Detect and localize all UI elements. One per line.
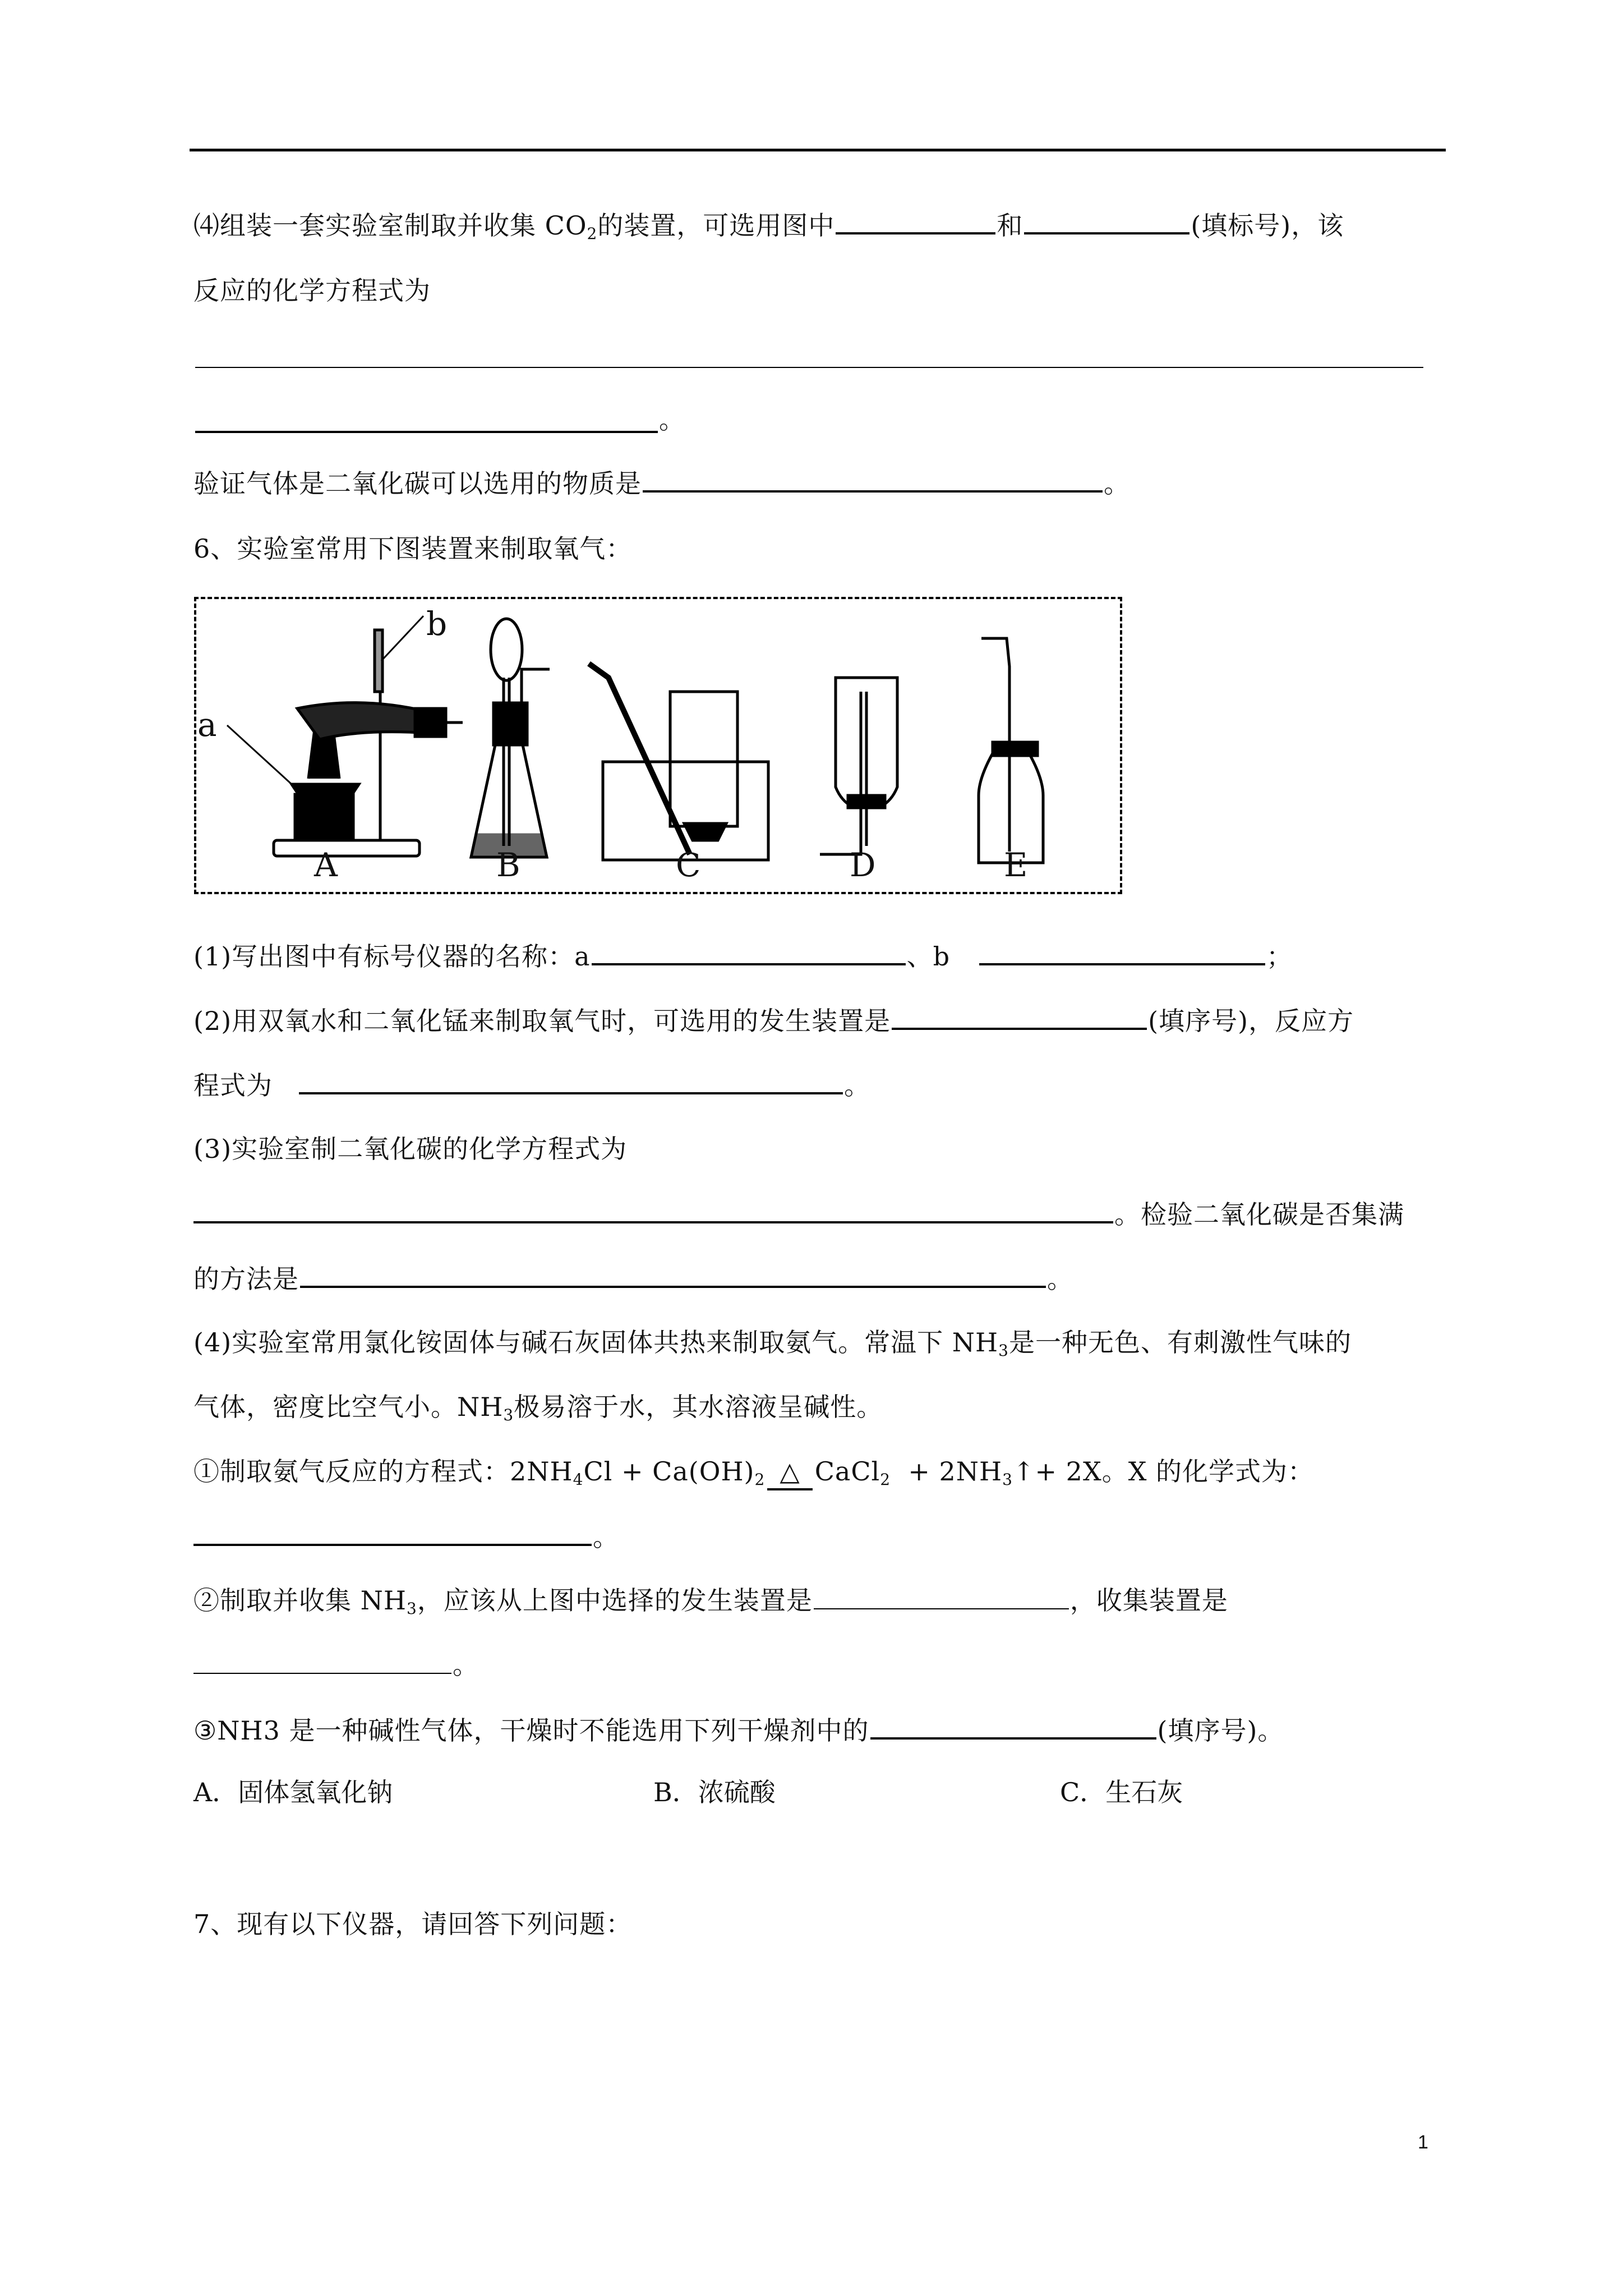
heat-triangle: △ bbox=[767, 1455, 812, 1490]
period: 。 bbox=[844, 1070, 870, 1101]
label-b: B bbox=[496, 846, 520, 884]
answer-blank[interactable] bbox=[1024, 208, 1189, 234]
answer-blank[interactable] bbox=[836, 208, 995, 234]
flame bbox=[308, 734, 339, 779]
q6-sub1-equation bbox=[193, 1455, 1314, 1490]
text: 验证气体是二氧化碳可以选用的物质是 bbox=[193, 468, 642, 499]
period: 。 bbox=[659, 404, 685, 435]
label-a: A bbox=[314, 846, 338, 884]
clamp-rod bbox=[375, 630, 382, 692]
option-b[interactable]: B．浓硫酸 bbox=[653, 1777, 776, 1807]
period: 。 bbox=[593, 1522, 619, 1552]
stand-base bbox=[274, 840, 419, 856]
apparatus-d bbox=[820, 678, 897, 854]
q6-part3-line1: (3)实验室制二氧化碳的化学方程式为 bbox=[193, 1134, 628, 1164]
answer-blank[interactable] bbox=[643, 466, 1103, 493]
text: CaCl bbox=[814, 1456, 880, 1487]
text: 和 bbox=[997, 210, 1023, 241]
answer-blank-a[interactable] bbox=[592, 938, 906, 965]
text: ⑷组装一套实验室制取并收集 CO bbox=[193, 210, 587, 241]
apparatus-e bbox=[979, 638, 1043, 863]
text: (填标号)，该 bbox=[1191, 210, 1344, 241]
text: (填序号)，反应方 bbox=[1148, 1006, 1354, 1036]
apparatus-figure bbox=[194, 597, 1122, 894]
pointer-a-label: a bbox=[197, 706, 217, 744]
text: ↑+ 2X。X 的化学式为： bbox=[1012, 1456, 1315, 1487]
period: 。 bbox=[1047, 1264, 1073, 1294]
text: ①制取氨气反应的方程式：2NH bbox=[193, 1456, 573, 1487]
q6-part1 bbox=[193, 938, 1293, 973]
label-d: D bbox=[850, 846, 876, 884]
header-rule bbox=[190, 149, 1446, 151]
text: (填序号)。 bbox=[1157, 1715, 1284, 1746]
page-number: 1 bbox=[1418, 2132, 1428, 2153]
subscript: 2 bbox=[754, 1470, 766, 1489]
text: + 2NH bbox=[891, 1456, 1003, 1487]
q5-part4-line2: 反应的化学方程式为 bbox=[193, 275, 431, 306]
stopper bbox=[415, 708, 446, 737]
pointer-b-label: b bbox=[426, 605, 448, 643]
pointer-b-line bbox=[381, 616, 423, 661]
text: ，应该从上图中选择的发生装置是 bbox=[417, 1585, 813, 1616]
q6-part2-line2 bbox=[193, 1068, 870, 1102]
q6-sub3 bbox=[193, 1713, 1284, 1747]
text: 是一种无色、有刺激性气味的 bbox=[1008, 1327, 1352, 1358]
q6-part4-line2 bbox=[193, 1390, 883, 1424]
text: 的装置，可选用图中 bbox=[597, 210, 835, 241]
q6-part4-line1 bbox=[193, 1326, 1352, 1359]
text: 极易溶于水，其水溶液呈碱性。 bbox=[514, 1392, 883, 1422]
text: ，收集装置是 bbox=[1069, 1585, 1228, 1616]
subscript: 4 bbox=[573, 1470, 584, 1489]
pointer-a-line bbox=[227, 725, 292, 784]
answer-blank[interactable] bbox=[193, 1197, 1113, 1223]
option-c[interactable]: C．生石灰 bbox=[1060, 1777, 1183, 1807]
q6-part2-line1 bbox=[193, 1003, 1354, 1038]
apparatus-c bbox=[589, 664, 768, 860]
q5-part4-line1 bbox=[193, 208, 1344, 242]
subscript: 2 bbox=[880, 1470, 891, 1489]
shelf bbox=[684, 823, 726, 840]
text: ； bbox=[1266, 941, 1293, 972]
subscript: 2 bbox=[587, 224, 598, 243]
text: Cl + Ca(OH) bbox=[583, 1456, 755, 1487]
apparatus-a bbox=[227, 616, 463, 856]
period: 。 bbox=[453, 1650, 479, 1680]
subscript: 3 bbox=[1002, 1470, 1013, 1489]
answer-line[interactable] bbox=[195, 367, 1423, 368]
text: ②制取并收集 NH bbox=[193, 1585, 407, 1616]
q6-title: 6、实验室常用下图装置来制取氧气： bbox=[193, 533, 633, 564]
text: (2)用双氧水和二氧化锰来制取氧气时，可选用的发生装置是 bbox=[193, 1006, 891, 1036]
q6-sub2-line1 bbox=[193, 1584, 1228, 1617]
q5-verify-line bbox=[193, 466, 1130, 500]
apparatus-b bbox=[471, 619, 550, 857]
text: 程式为 bbox=[193, 1070, 273, 1101]
q6-sub2-line2 bbox=[193, 1648, 479, 1682]
text: ③NH3 是一种碱性气体，干燥时不能选用下列干燥剂中的 bbox=[193, 1715, 869, 1746]
answer-blank[interactable] bbox=[870, 1713, 1156, 1740]
answer-blank[interactable] bbox=[892, 1003, 1147, 1030]
q6-sub1-answer bbox=[193, 1519, 619, 1554]
label-c: C bbox=[676, 846, 701, 884]
q6-part3-line2 bbox=[193, 1197, 1404, 1231]
answer-blank[interactable] bbox=[814, 1584, 1069, 1609]
label-e: E bbox=[1004, 846, 1028, 884]
subscript: 3 bbox=[998, 1341, 1009, 1360]
text: 。检验二氧化碳是否集满 bbox=[1114, 1199, 1404, 1230]
lamp-top bbox=[292, 784, 359, 801]
option-a[interactable]: A．固体氢氧化钠 bbox=[193, 1777, 393, 1807]
funnel bbox=[491, 619, 522, 680]
answer-blank[interactable] bbox=[193, 1519, 592, 1546]
subscript: 3 bbox=[407, 1599, 417, 1618]
text: 、b bbox=[906, 941, 951, 972]
answer-blank[interactable] bbox=[300, 1261, 1046, 1288]
subscript: 3 bbox=[503, 1406, 514, 1424]
q7-title: 7、现有以下仪器，请回答下列问题： bbox=[193, 1909, 633, 1939]
q6-part3-line3 bbox=[193, 1261, 1073, 1296]
gas-bottle bbox=[670, 692, 737, 826]
text: (1)写出图中有标号仪器的名称：a bbox=[193, 941, 591, 972]
answer-blank[interactable] bbox=[193, 1648, 451, 1674]
answer-blank-b[interactable] bbox=[979, 938, 1265, 965]
period: 。 bbox=[1104, 468, 1130, 499]
text: (4)实验室常用氯化铵固体与碱石灰固体共热来制取氨气。常温下 NH bbox=[193, 1327, 999, 1358]
text: 的方法是 bbox=[193, 1264, 299, 1294]
answer-line[interactable] bbox=[195, 431, 658, 433]
text: 气体，密度比空气小。NH bbox=[193, 1392, 504, 1422]
answer-blank[interactable] bbox=[299, 1068, 843, 1094]
